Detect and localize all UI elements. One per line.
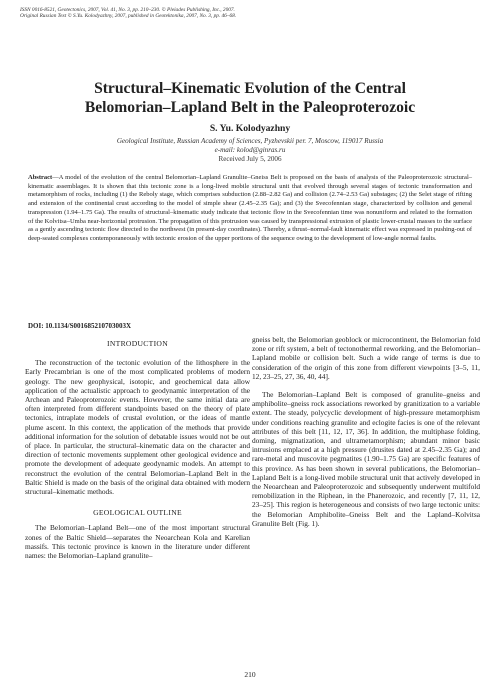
article-title — [20, 80, 480, 117]
section-heading-introduction: INTRODUCTION — [107, 339, 168, 348]
intro-paragraph: The reconstruction of the tectonic evolution of the lithosphere in the Early Precambrian is one of the most complicated problems of modern geology. The new geophysical, isotopic, and geochemical data allow application of the actualistic approach to geodynamic interpretation of the Archean and Paleoproterozoic events. However, the same initial data are often interpreted from different standpoints based on the theory of plate tectonics, intraplate models of crustal evolution, or the ideas of mantle plume ascent. In this context, the application of the methods that provide additional information for the solution of debatable issues would not be out of place. In particular, the structural–kinematic data on the character and direction of tectonic movements supplement other geological evidence and promote the development of adequate geodynamic models. An attempt to reconstruct the evolution of the central Belomorian–Lapland Belt in the Baltic Shield is made on the basis of the original data obtained with modern structural–kinematic methods. — [25, 358, 250, 497]
received-date: Received July 5, 2006 — [218, 155, 282, 163]
doi: DOI: 10.1134/S001685210703003X — [28, 322, 132, 330]
geo-paragraph-1: The Belomorian–Lapland Belt—one of the most important structural zones of the Baltic Shield—separates the Neoarchean Kola and Karelian massifs. This tectonic province is known in the literature under different names: the Belomorian–Lapland granulite– — [25, 523, 250, 561]
header-original: Original Russian Text © S.Yu. Kolodyazhny, 2007, published in Geotektonika, 2007, No. 3, pp. 46–68. — [20, 13, 237, 20]
affiliation: Geological Institute, Russian Academy of Sciences, Pyzhevskii per. 7, Moscow, 119017 Russia — [116, 137, 384, 145]
author-affiliation-block — [20, 137, 480, 164]
abstract-label: Abstract — [28, 174, 53, 181]
section-heading-geological-outline: GEOLOGICAL OUTLINE — [93, 508, 182, 518]
title-line-2: Belomorian–Lapland Belt in the Paleoproterozoic — [84, 98, 416, 116]
abstract — [28, 174, 472, 244]
geo-paragraph-1-continued: gneiss belt, the Belomorian geoblock or microcontinent, the Belomorian fold zone or rift system, a belt of tectonothermal reworking, and the Belomorian–Lapland mobile or collision belt. Such a wide range of terms is due to consideration of the origin of this zone from different viewpoints [3–5, 11, 12, 23–25, 27, 36, 40, 44]. — [252, 335, 480, 381]
author-name: S. Yu. Kolodyazhny — [209, 123, 291, 134]
page-number: 210 — [244, 670, 256, 679]
header-citation: ISSN 0016-8521, Geotectonics, 2007, Vol. 41, No. 3, pp. 210–230. © Pleiades Publishing, Inc., 2007. — [20, 7, 235, 13]
geo-paragraph-2: The Belomorian–Lapland Belt is composed of granulite–gneiss and amphibolite–gneiss rock associations reworked by granitization to a variable extent. The steady, polycyclic development of high-pressure metamorphism under conditions reaching granulite and eclogite facies is one of the relevant attributes of this belt [11, 12, 17, 36]. In addition, the multiphase folding, doming, migmatization, and ultrametamorphism; abundant minor basic intrusions emplaced at a high pressure (drusites dated at 2.45–2.35 Ga); and rare-metal and muscovite pegmatites (1.90–1.75 Ga) are specific features of this province. As has been shown in several publications, the Belomorian–Lapland Belt is a long-lived mobile structural unit that actively developed in the Neoarchean and Paleoproterozoic and subsequently underwent multifold remobilization in the Riphean, in the Phanerozoic, and recently [7, 11, 12, 23–25]. This region is heterogeneous and consists of two large tectonic units: the Belomorian Amphibolite–Gneiss Belt and the Lapland–Kolvitsa Granulite Belt (Fig. 1). — [252, 390, 480, 528]
title-line-1: Structural–Kinematic Evolution of the Central — [94, 80, 406, 97]
abstract-text: —A model of the evolution of the central Belomorian–Lapland Granulite–Gneiss Belt is proposed on the basis of analysis of the Paleoproterozoic structural–kinematic assemblages. It is shown that this tectonic zone is a long-lived mobile structural unit that evolved through several stages of tectonic transformation and metamorphism of rocks, including (1) the Reboly stage, which comprises subduction (2.88–2.82 Ga) and collision (2.74–2.53 Ga) substages; (2) the Selet stage of rifting and extension of the continental crust according to the model of simple shear (2.45–2.35 Ga); and (3) the Svecofennian stage, characterized by collision and general transpression (1.94–1.75 Ga). The results of structural–kinematic study indicate that tectonic flow in the Svecofennian time was nonuniform and related to the formation of the Kolvitsa–Umba near-horizontal protrusion. The propagation of this protrusion was caused by transpressional extrusion of plastic lower-crustal masses to the surface as a gently ascending tectonic flow directed to the northwest (in present-day coordinates). Thereby, a thrust–normal-fault kinematic effect was expressed in pushing-out of deep-seated complexes contemporaneously with tectonic erosion of the upper portions of the sequence owing to the development of low-angle normal faults. — [28, 174, 472, 243]
right-column — [252, 335, 480, 528]
left-column — [25, 335, 250, 560]
author-email: e-mail: kolod@ginras.ru — [214, 146, 286, 154]
journal-header — [20, 7, 480, 20]
